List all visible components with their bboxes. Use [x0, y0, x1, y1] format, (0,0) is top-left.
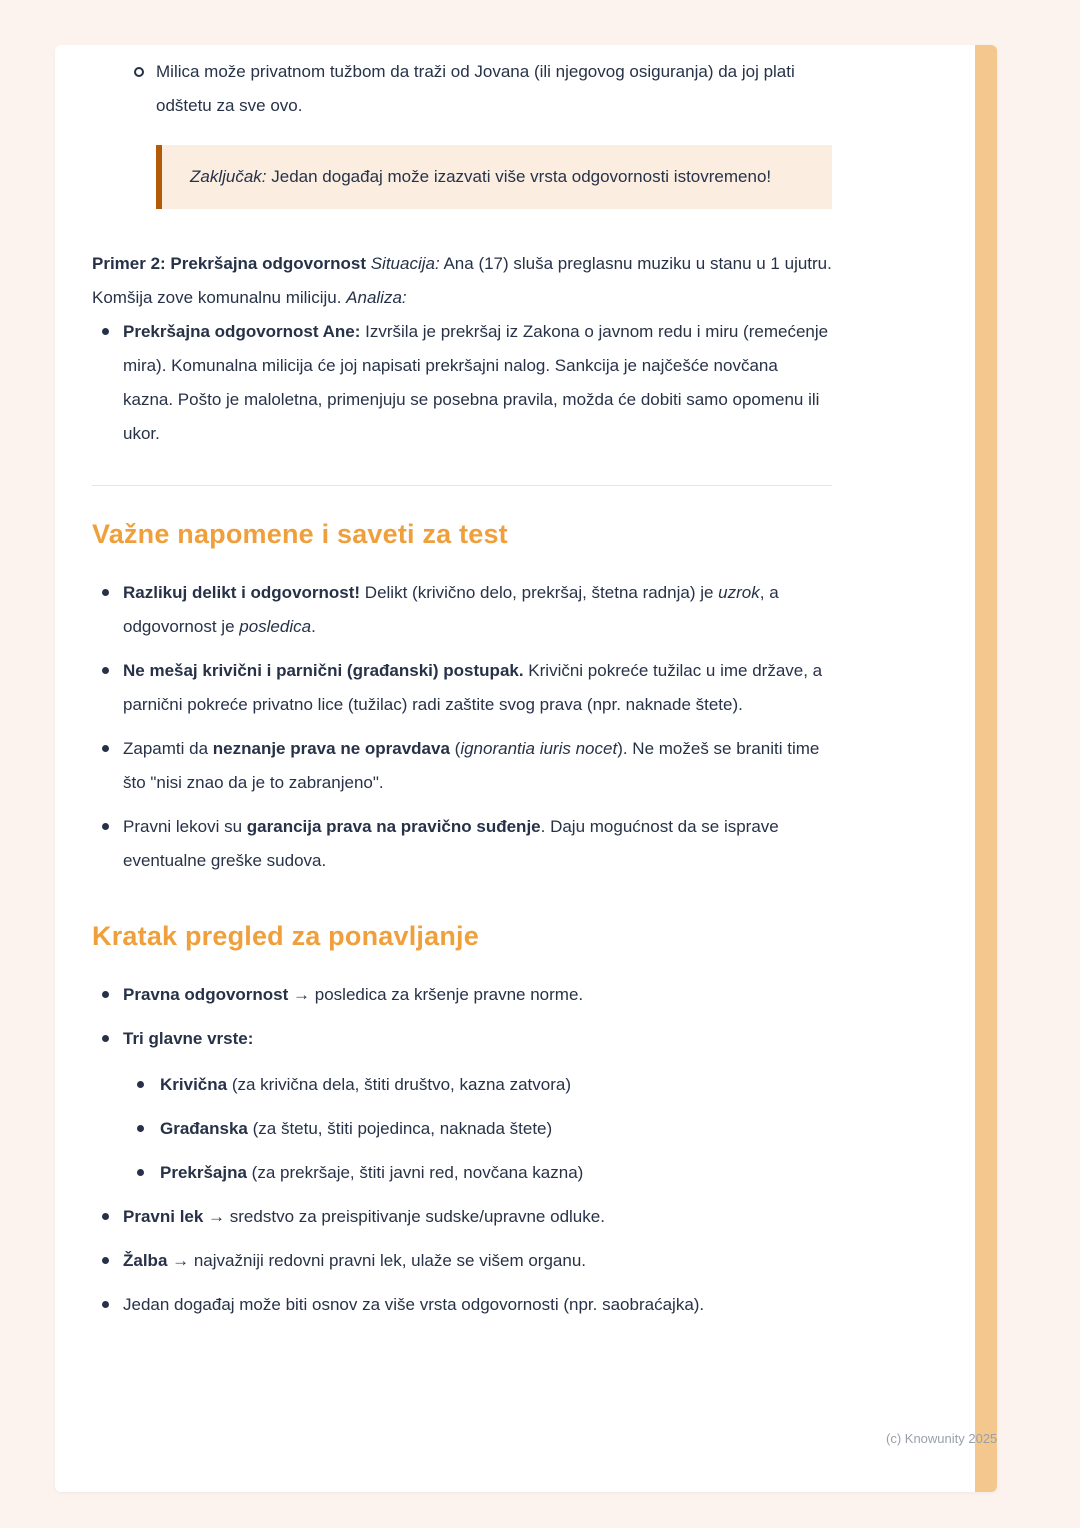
- list-item: [92, 576, 832, 644]
- copyright-credit: (c) Knowunity 2025: [886, 1431, 998, 1446]
- list-item: [123, 1068, 832, 1102]
- text-run: (za krivična dela, štiti društvo, kazna zatvora): [227, 1075, 572, 1094]
- conclusion-callout: [156, 145, 832, 209]
- note-card: [55, 45, 997, 1492]
- list-item: [123, 1156, 832, 1190]
- text-run: , a odgovornost je: [123, 583, 779, 636]
- list-item: [92, 810, 832, 878]
- text-run: Delikt (krivično delo, prekršaj, štetna radnja) je: [360, 583, 719, 602]
- section-divider: [92, 485, 832, 486]
- italic-run: uzrok: [718, 583, 760, 602]
- list-item: [92, 1288, 832, 1322]
- types-sublist: [123, 1068, 832, 1190]
- bold-run: Razlikuj delikt i odgovornost!: [123, 583, 361, 602]
- text-run: Izvršila je prekršaj iz Zakona o javnom redu i miru (remećenje mira). Komunalna milicija će joj napisati prekršajni nalog. Sankcija je najčešće novčana kazna. Pošto je maloletna, primenjuju se posebna pravila, možda će dobiti samo opomenu ili ukor.: [123, 322, 829, 443]
- list-item: [92, 1200, 832, 1234]
- italic-run: posledica: [239, 617, 312, 636]
- bold-run: Krivična: [160, 1075, 228, 1094]
- text-run: Pravni lekovi su: [123, 817, 247, 836]
- section1-heading: Važne napomene i saveti za test: [92, 519, 508, 549]
- bold-run: Pravna odgovornost: [123, 985, 289, 1004]
- text-run: . Daju mogućnost da se isprave eventualne greške sudova.: [123, 817, 779, 870]
- italic-run: Situacija:: [370, 254, 440, 273]
- bold-run: garancija prava na pravično suđenje: [246, 817, 541, 836]
- bold-run: Primer 2: Prekršajna odgovornost: [92, 254, 371, 273]
- primer2-paragraph: [92, 247, 832, 315]
- text-run: Ana (17) sluša preglasnu muziku u stanu u 1 ujutru. Komšija zove komunalnu miliciju.: [92, 254, 832, 307]
- section2-heading: Kratak pregled za ponavljanje: [92, 921, 479, 951]
- text-run: Zapamti da: [123, 739, 213, 758]
- list-item: [92, 978, 832, 1012]
- text-run: ). Ne možeš se braniti time što "nisi znao da je to zabranjeno".: [123, 739, 820, 792]
- bold-run: Pravni lek: [123, 1207, 204, 1226]
- callout-text: [190, 160, 808, 194]
- list-item: [92, 55, 832, 123]
- bold-run: Građanska: [160, 1119, 248, 1138]
- bold-run: Ne mešaj krivični i parnični (građanski) postupak.: [123, 661, 524, 680]
- text-run: → posledica za kršenje pravne norme.: [288, 985, 584, 1004]
- list-item: [92, 1022, 832, 1190]
- text-run: Jedan događaj može biti osnov za više vrsta odgovornosti (npr. saobraćajka).: [123, 1295, 705, 1314]
- text-run: (: [449, 739, 461, 758]
- text-run: → sredstvo za preispitivanje sudske/upravne odluke.: [203, 1207, 605, 1226]
- italic-run: ignorantia iuris nocet: [460, 739, 618, 758]
- page-edge-stripe: [975, 45, 997, 1492]
- list-item: [92, 1244, 832, 1278]
- text-run: → najvažniji redovni pravni lek, ulaže se višem organu.: [167, 1251, 586, 1270]
- italic-run: Analiza:: [346, 288, 407, 307]
- note-content: [92, 55, 832, 1332]
- text-run: (za štetu, štiti pojedinca, naknada štete): [247, 1119, 553, 1138]
- callout-label: Zaključak:: [190, 167, 267, 186]
- bold-run: Tri glavne vrste:: [123, 1029, 254, 1048]
- callout-body: Jedan događaj može izazvati više vrsta odgovornosti istovremeno!: [266, 167, 772, 186]
- text-run: .: [311, 617, 316, 636]
- bold-run: Prekršajna odgovornost Ane:: [123, 322, 361, 341]
- tips-list: [92, 576, 832, 878]
- intro-sublist: [92, 55, 832, 123]
- bold-run: Prekršajna: [160, 1163, 247, 1182]
- text-run: (za prekršaje, štiti javni red, novčana kazna): [246, 1163, 584, 1182]
- recap-list: [92, 978, 832, 1322]
- list-item: [92, 654, 832, 722]
- primer2-list: [92, 315, 832, 451]
- bold-run: Žalba: [123, 1251, 168, 1270]
- list-item: [123, 1112, 832, 1146]
- text-run: Krivični pokreće tužilac u ime države, a parnični pokreće privatno lice (tužilac) radi zaštite svog prava (npr. naknade štete).: [123, 661, 823, 714]
- list-item: [92, 732, 832, 800]
- bold-run: neznanje prava ne opravdava: [212, 739, 450, 758]
- list-item: [92, 315, 832, 451]
- list-item-text: Milica može privatnom tužbom da traži od Jovana (ili njegovog osiguranja) da joj plati odštetu za sve ovo.: [156, 62, 795, 115]
